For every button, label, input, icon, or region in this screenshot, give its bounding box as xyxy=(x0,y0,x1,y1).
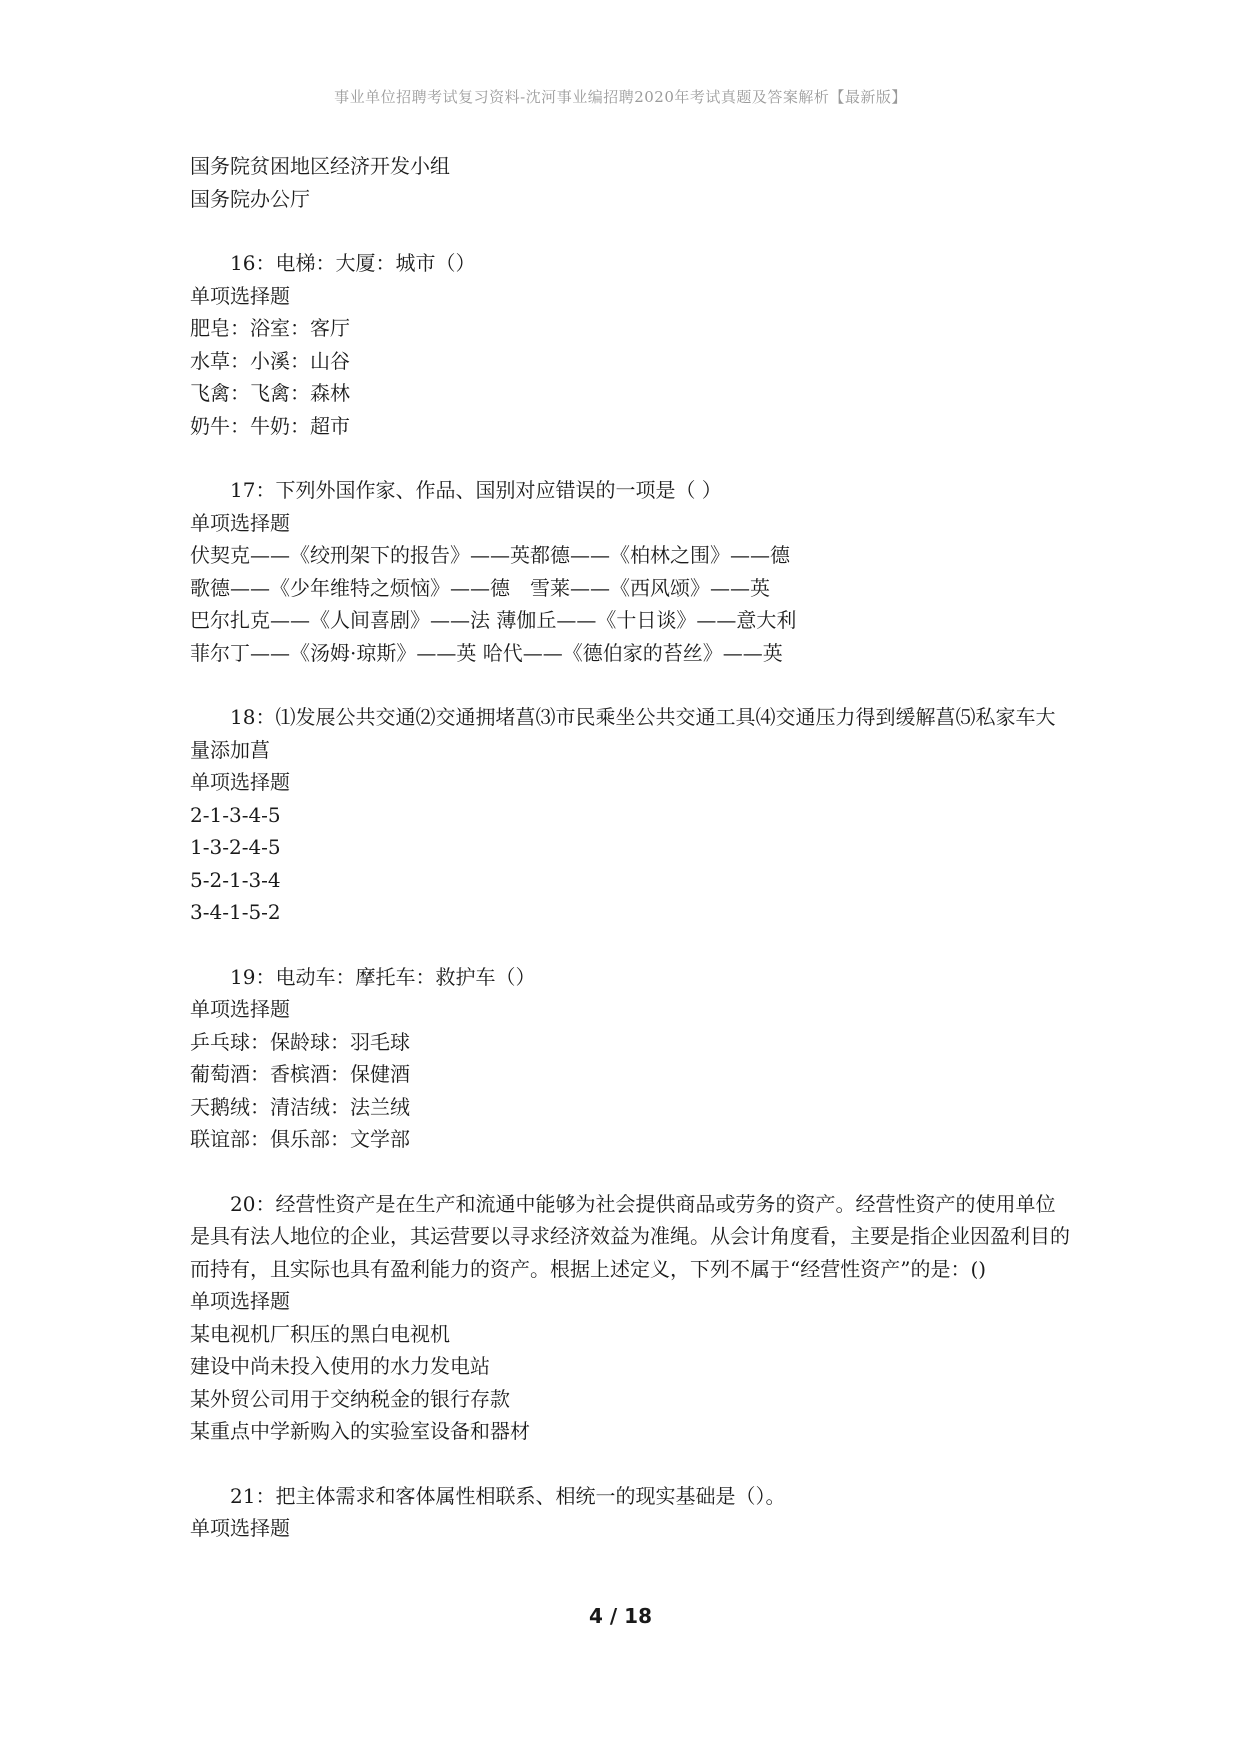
option: 2-1-3-4-5 xyxy=(190,802,281,827)
document-body xyxy=(190,150,1070,1545)
option: 巴尔扎克——《人间喜剧》——法 薄伽丘——《十日谈》——意大利 xyxy=(190,608,797,632)
option: 伏契克——《绞刑架下的报告》——英都德——《柏林之围》——德 xyxy=(190,543,790,567)
question-text: 19：电动车：摩托车：救护车（） xyxy=(230,964,536,989)
question-21 xyxy=(190,1480,1070,1545)
lead-line: 国务院贫困地区经济开发小组 xyxy=(190,154,450,178)
question-type: 单项选择题 xyxy=(190,1289,290,1313)
question-18 xyxy=(190,701,1070,929)
option: 飞禽：飞禽：森林 xyxy=(190,381,350,405)
question-16 xyxy=(190,247,1070,442)
question-type: 单项选择题 xyxy=(190,770,290,794)
option: 1-3-2-4-5 xyxy=(190,835,281,859)
page-header: 事业单位招聘考试复习资料-沈河事业编招聘2020年考试真题及答案解析【最新版】 xyxy=(334,88,907,106)
question-text: 18：⑴发展公共交通⑵交通拥堵菖⑶市民乘坐公共交通工具⑷交通压力得到缓解菖⑸私家车大量添加菖 xyxy=(190,705,1056,762)
option: 某电视机厂积压的黑白电视机 xyxy=(190,1321,450,1346)
option: 奶牛：牛奶：超市 xyxy=(190,413,350,438)
option: 联谊部：俱乐部：文学部 xyxy=(190,1127,410,1151)
question-text: 16：电梯：大厦：城市（） xyxy=(230,251,476,275)
question-text: 21：把主体需求和客体属性相联系、相统一的现实基础是（）。 xyxy=(230,1483,786,1508)
option: 葡萄酒：香槟酒：保健酒 xyxy=(190,1062,410,1086)
question-text: 20：经营性资产是在生产和流通中能够为社会提供商品或劳务的资产。经营性资产的使用单位是具有法人地位的企业，其运营要以寻求经济效益为准绳。从会计角度看，主要是指企业因盈利目的而持有，且实际也具有盈利能力的资产。根据上述定义，下列不属于“经营性资产”的是：() xyxy=(190,1191,1070,1281)
question-type: 单项选择题 xyxy=(190,283,290,308)
option: 乒乓球：保龄球：羽毛球 xyxy=(190,1029,410,1054)
question-type: 单项选择题 xyxy=(190,997,290,1021)
option: 某重点中学新购入的实验室设备和器材 xyxy=(190,1419,530,1443)
option: 5-2-1-3-4 xyxy=(190,867,281,892)
question-text: 17：下列外国作家、作品、国别对应错误的一项是（ ） xyxy=(230,478,722,502)
option: 肥皂：浴室：客厅 xyxy=(190,316,350,340)
question-19 xyxy=(190,961,1070,1156)
question-type: 单项选择题 xyxy=(190,510,290,535)
option: 建设中尚未投入使用的水力发电站 xyxy=(190,1354,490,1378)
option: 水草：小溪：山谷 xyxy=(190,348,350,373)
page-number: 4 / 18 xyxy=(589,1604,652,1628)
option: 3-4-1-5-2 xyxy=(190,900,281,924)
question-type: 单项选择题 xyxy=(190,1516,290,1540)
question-20 xyxy=(190,1188,1070,1448)
option: 某外贸公司用于交纳税金的银行存款 xyxy=(190,1386,510,1411)
question-17 xyxy=(190,474,1070,669)
option: 歌德——《少年维特之烦恼》——德 雪莱——《西风颂》——英 xyxy=(190,575,770,600)
lead-line: 国务院办公厅 xyxy=(190,186,310,211)
option: 天鹅绒：清洁绒：法兰绒 xyxy=(190,1094,410,1119)
option: 菲尔丁——《汤姆·琼斯》——英 哈代——《德伯家的苔丝》——英 xyxy=(190,640,783,665)
